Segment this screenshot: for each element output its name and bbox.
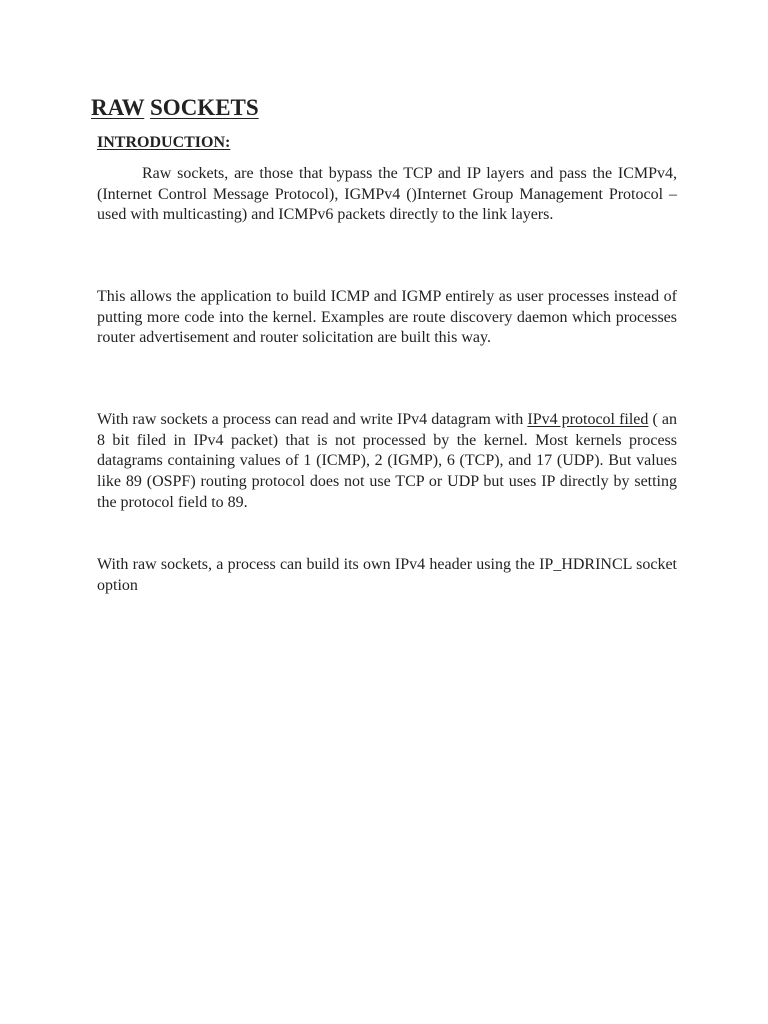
paragraph-hdrincl-option: With raw sockets, a process can build its own IPv4 header using the IP_HDRINCL socket option <box>97 556 677 594</box>
paragraph-user-processes: This allows the application to build ICMP and IGMP entirely as user processes instead of putting more code into the kernel. Examples are route discovery daemon which processes router advertisement and router solicitation are built this way. <box>97 288 677 347</box>
paragraph3-text-start: With raw sockets a process can read and write IPv4 datagram with <box>97 411 528 428</box>
page-title <box>91 93 259 123</box>
paragraph3-text-end: ( an 8 bit filed in IPv4 packet) that is not processed by the kernel. Most kernels process datagrams containing values of 1 (ICMP), 2 (IGMP), 6 (TCP), and 17 (UDP). But values like 89 (OSPF) routing protocol does not use TCP or UDP but uses IP directly by setting the protocol field to 89. <box>97 411 677 511</box>
protocol-field-underlined-term: IPv4 protocol filed <box>527 411 649 428</box>
title-word-sockets: SOCKETS <box>150 95 259 120</box>
paragraph-raw-sockets-definition: Raw sockets, are those that bypass the TCP and IP layers and pass the ICMPv4, (Internet Control Message Protocol), IGMPv4 ()Internet Group Management Protocol – used with multicasting) and ICMPv6 packets directly to the link layers. <box>97 165 677 224</box>
paragraph-protocol-field <box>97 410 677 514</box>
title-word-raw: RAW <box>91 95 145 120</box>
section-heading-introduction: INTRODUCTION: <box>97 134 231 151</box>
